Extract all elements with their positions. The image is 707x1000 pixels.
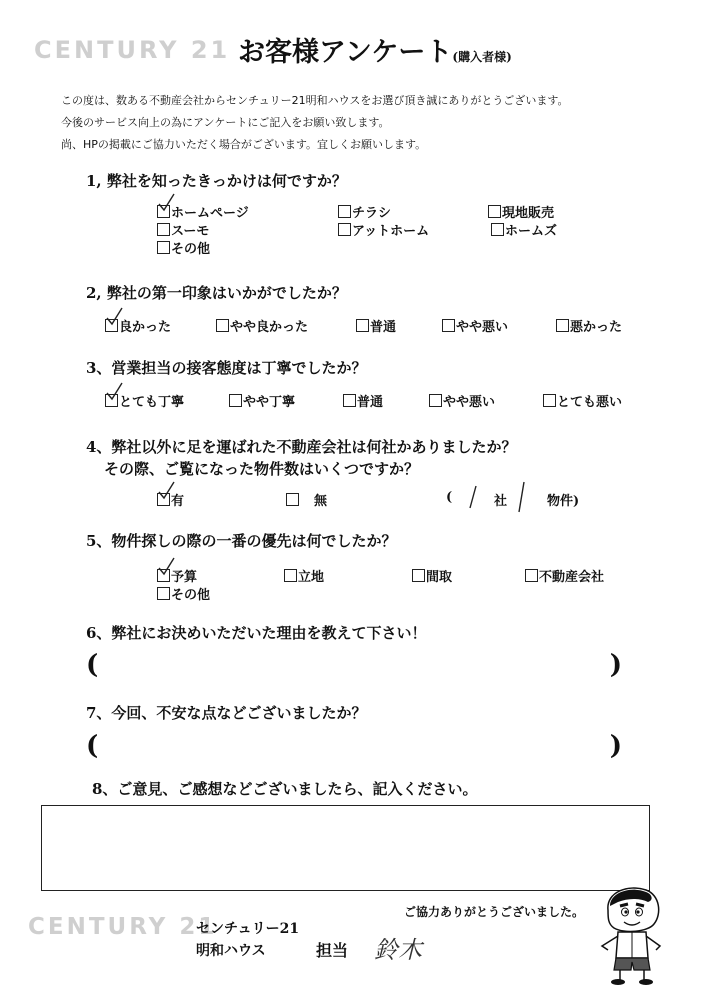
handwritten-slash-1 xyxy=(466,484,480,510)
check-mark-icon xyxy=(157,481,179,503)
q5-option-other[interactable] xyxy=(157,584,210,603)
question-1: 1, 弊社を知ったきっかけは何ですか？ xyxy=(86,172,347,190)
option-label: 不動産会社 xyxy=(539,570,605,585)
option-label: とても悪い xyxy=(557,395,623,410)
q4-option-yes[interactable] xyxy=(157,490,184,509)
option-label: 現地販売 xyxy=(502,206,555,221)
q5-option-real-estate-company[interactable] xyxy=(525,566,604,585)
option-label: 予算 xyxy=(171,570,198,585)
paren-left: ( xyxy=(86,650,99,680)
checkbox-checked[interactable] xyxy=(105,394,118,407)
q1-option-homepage[interactable] xyxy=(157,202,249,221)
checkbox-checked[interactable] xyxy=(157,493,170,506)
handwritten-slash-2 xyxy=(514,480,528,514)
question-5: 5、物件探しの際の一番の優先は何でしたか？ xyxy=(86,532,397,550)
q1-option-flyer[interactable] xyxy=(338,202,391,221)
checkbox[interactable] xyxy=(556,319,569,332)
q2-option-fairly-good[interactable] xyxy=(216,316,308,335)
thanks-message: ご協力ありがとうございました。 xyxy=(404,905,585,919)
checkbox[interactable] xyxy=(343,394,356,407)
check-mark-icon xyxy=(157,193,179,215)
check-mark-icon xyxy=(105,307,127,329)
option-label: やや悪い xyxy=(443,395,496,410)
company-line-2: 明和ハウス xyxy=(196,943,266,959)
q4-paren-open: ( xyxy=(446,490,453,505)
q3-option-fairly-polite[interactable] xyxy=(229,391,295,410)
checkbox[interactable] xyxy=(338,223,351,236)
option-label: とても丁寧 xyxy=(119,395,185,410)
checkbox[interactable] xyxy=(525,569,538,582)
option-label: 有 xyxy=(171,494,185,509)
company-name xyxy=(196,918,299,962)
option-label: アットホーム xyxy=(352,224,430,239)
company-line-1: センチュリー21 xyxy=(196,921,300,937)
option-label: その他 xyxy=(171,588,211,603)
q3-option-very-bad[interactable] xyxy=(543,391,622,410)
option-label: 間取 xyxy=(426,570,453,585)
checkbox[interactable] xyxy=(216,319,229,332)
option-label: 良かった xyxy=(119,320,172,335)
footer-century21-logo: CENTURY 21 xyxy=(28,914,218,940)
check-mark-icon xyxy=(105,382,127,404)
checkbox[interactable] xyxy=(543,394,556,407)
option-label: やや丁寧 xyxy=(243,395,296,410)
option-label: その他 xyxy=(171,242,211,257)
checkbox-checked[interactable] xyxy=(157,569,170,582)
q4-property-unit: 物件) xyxy=(547,494,580,509)
paren-right: ) xyxy=(609,731,622,761)
q2-option-normal[interactable] xyxy=(356,316,396,335)
q1-option-athome[interactable] xyxy=(338,220,429,239)
q1-option-suumo[interactable] xyxy=(157,220,209,239)
q3-option-fairly-bad[interactable] xyxy=(429,391,495,410)
option-label: 立地 xyxy=(298,570,325,585)
title-text: お客様アンケート xyxy=(238,37,453,68)
check-mark-icon xyxy=(157,557,179,579)
q2-option-fairly-bad[interactable] xyxy=(442,316,508,335)
paren-right: ) xyxy=(609,650,622,680)
checkbox[interactable] xyxy=(157,241,170,254)
option-label: チラシ xyxy=(352,206,392,221)
intro-text xyxy=(61,90,681,156)
checkbox[interactable] xyxy=(412,569,425,582)
option-label: 普通 xyxy=(357,395,384,410)
q2-option-bad[interactable] xyxy=(556,316,622,335)
option-label: 無 xyxy=(314,494,328,509)
checkbox[interactable] xyxy=(338,205,351,218)
q6-answer-field[interactable] xyxy=(86,650,622,686)
cartoon-boy-illustration xyxy=(588,880,674,988)
q2-option-good[interactable] xyxy=(105,316,171,335)
option-label: 悪かった xyxy=(570,320,623,335)
q5-option-location[interactable] xyxy=(284,566,324,585)
intro-line-1: この度は、数ある不動産会社からセンチュリー21明和ハウスをお選び頂き誠にありがとうございます。 xyxy=(61,94,569,107)
checkbox[interactable] xyxy=(356,319,369,332)
staff-signature: 鈴木 xyxy=(374,936,422,964)
question-2: 2, 弊社の第一印象はいかがでしたか？ xyxy=(86,284,347,302)
checkbox[interactable] xyxy=(429,394,442,407)
checkbox[interactable] xyxy=(442,319,455,332)
checkbox-checked[interactable] xyxy=(157,205,170,218)
question-3: 3、営業担当の接客態度は丁寧でしたか？ xyxy=(86,359,367,377)
checkbox[interactable] xyxy=(157,223,170,236)
q1-option-onsite-sales[interactable] xyxy=(488,202,554,221)
question-4-line-2: その際、ご覧になった物件数はいくつですか？ xyxy=(104,460,420,478)
paren-left: ( xyxy=(86,731,99,761)
q1-option-other[interactable] xyxy=(157,238,210,257)
option-label: やや悪い xyxy=(456,320,509,335)
checkbox[interactable] xyxy=(491,223,504,236)
question-6: 6、弊社にお決めいただいた理由を教えて下さい！ xyxy=(86,624,427,642)
checkbox[interactable] xyxy=(286,493,299,506)
intro-line-2: 今後のサービス向上の為にアンケートにご記入をお願い致します。 xyxy=(61,116,390,129)
intro-line-3: 尚、HPの掲載にご協力いただく場合がございます。宜しくお願いします。 xyxy=(61,138,427,151)
q7-answer-field[interactable] xyxy=(86,731,622,767)
century21-logo: CENTURY 21 xyxy=(34,36,231,64)
q3-option-very-polite[interactable] xyxy=(105,391,184,410)
q4-company-unit: 社 xyxy=(494,494,508,509)
q3-option-normal[interactable] xyxy=(343,391,383,410)
checkbox-checked[interactable] xyxy=(105,319,118,332)
question-4-line-1: 4、弊社以外に足を運ばれた不動産会社は何社かありましたか？ xyxy=(86,438,517,456)
page-title xyxy=(238,30,512,69)
option-label: ホームページ xyxy=(171,206,249,221)
checkbox[interactable] xyxy=(284,569,297,582)
question-7: 7、今回、不安な点などございましたか？ xyxy=(86,704,367,722)
option-label: 普通 xyxy=(370,320,397,335)
option-label: スーモ xyxy=(171,224,210,239)
checkbox[interactable] xyxy=(157,587,170,600)
comment-box[interactable] xyxy=(41,805,650,891)
option-label: やや良かった xyxy=(230,320,309,335)
q5-option-floorplan[interactable] xyxy=(412,566,452,585)
option-label: ホームズ xyxy=(505,224,558,239)
q1-option-homes[interactable] xyxy=(491,220,557,239)
question-8: 8、ご意見、ご感想などございましたら、記入ください。 xyxy=(92,780,478,798)
staff-label: 担当 xyxy=(316,941,349,960)
q5-option-budget[interactable] xyxy=(157,566,197,585)
checkbox[interactable] xyxy=(488,205,501,218)
checkbox[interactable] xyxy=(229,394,242,407)
title-subtitle: (購入者様) xyxy=(452,50,512,64)
q4-option-no[interactable] xyxy=(286,490,327,509)
